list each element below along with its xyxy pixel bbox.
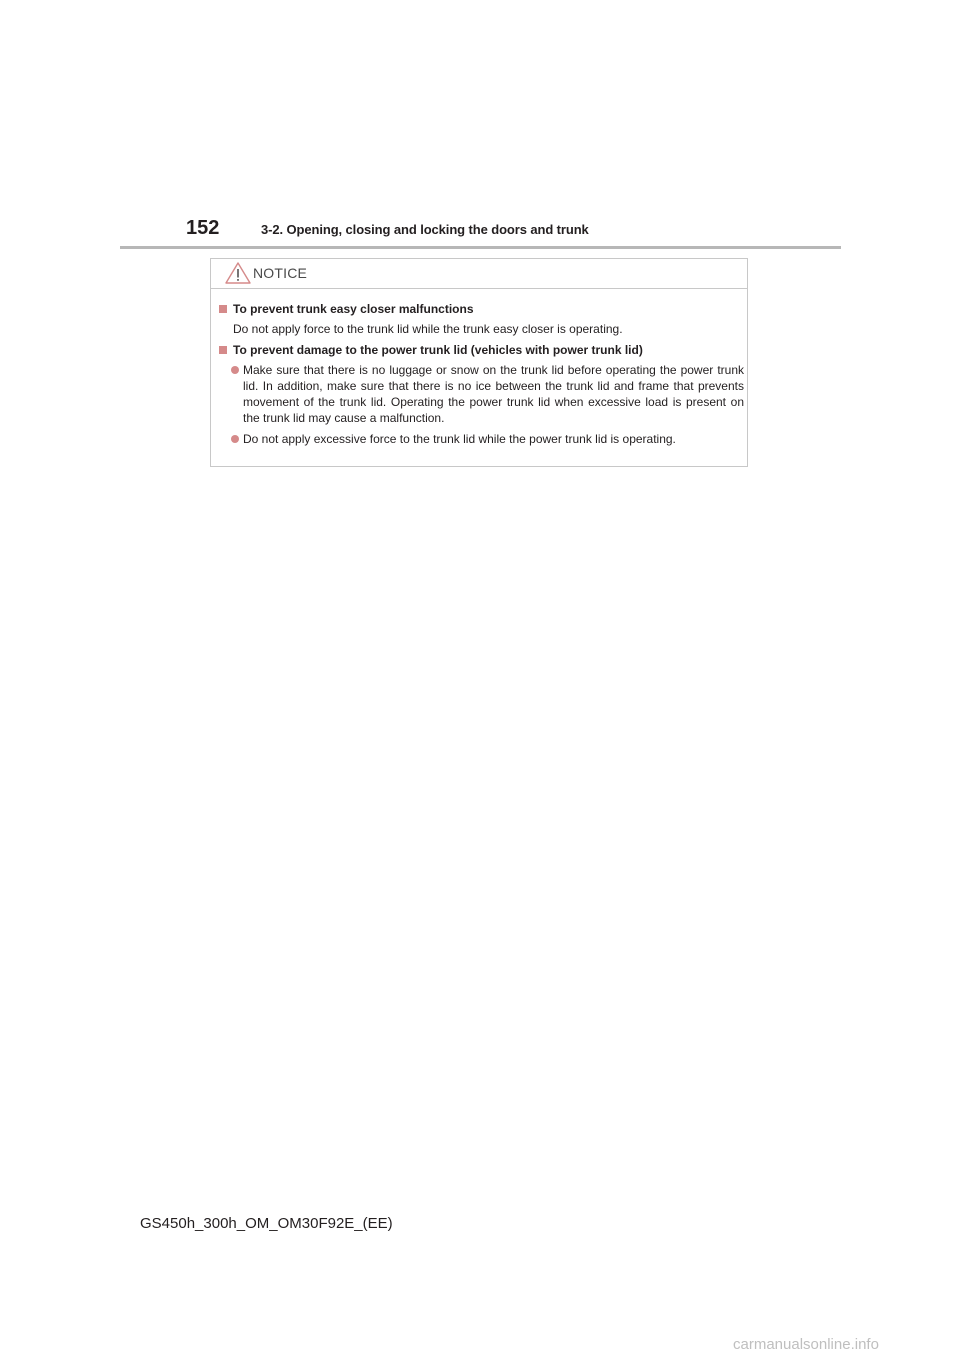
notice-header	[211, 259, 747, 289]
watermark: carmanualsonline.info	[733, 1336, 879, 1353]
page-header	[120, 214, 841, 249]
bullet-item	[243, 431, 744, 447]
square-bullet-icon	[219, 305, 227, 313]
square-bullet-icon	[219, 346, 227, 354]
round-bullet-icon	[231, 435, 239, 443]
section-heading-text: To prevent trunk easy closer malfunctions	[233, 302, 474, 316]
bullet-text: Make sure that there is no luggage or snow on the trunk lid before operating the power trunk lid. In addition, make sure that there is no ice between the trunk lid and frame that prevents movement of the trunk lid. Operating the power trunk lid when excessive load is present on the trunk lid may cause a malfunction.	[243, 363, 744, 425]
round-bullet-icon	[231, 366, 239, 374]
section-heading-text: To prevent damage to the power trunk lid (vehicles with power trunk lid)	[233, 343, 643, 357]
notice-title: NOTICE	[253, 265, 308, 281]
notice-body	[211, 301, 747, 447]
bullet-item	[243, 362, 744, 426]
section-heading	[215, 342, 747, 358]
bullet-text: Do not apply excessive force to the trunk lid while the power trunk lid is operating.	[243, 432, 676, 446]
notice-box	[210, 258, 748, 467]
doc-code-footer: GS450h_300h_OM_OM30F92E_(EE)	[140, 1215, 393, 1232]
section-heading	[215, 301, 747, 317]
page-number: 152	[186, 217, 220, 239]
chapter-title: 3-2. Opening, closing and locking the doors and trunk	[261, 222, 589, 237]
warning-triangle-icon	[225, 262, 251, 284]
section-text: Do not apply force to the trunk lid while the trunk easy closer is operating.	[233, 322, 623, 336]
